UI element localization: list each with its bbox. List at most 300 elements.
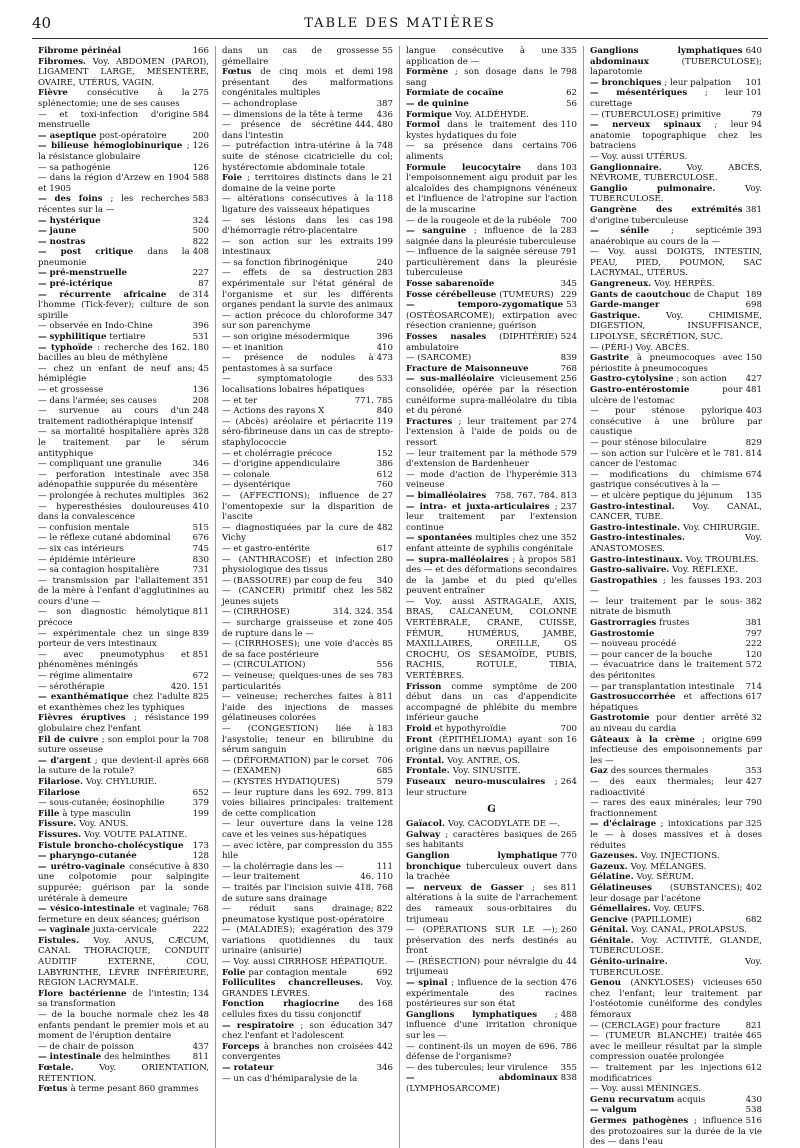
index-entry bbox=[38, 576, 209, 608]
index-entry bbox=[38, 290, 209, 322]
index-entry bbox=[38, 237, 209, 248]
index-entry bbox=[406, 491, 577, 502]
index-entry bbox=[38, 57, 209, 89]
index-entry bbox=[222, 110, 393, 121]
entry-page: 685 bbox=[376, 766, 393, 777]
index-entry bbox=[38, 671, 209, 682]
index-entry bbox=[406, 216, 577, 227]
entry-heading: Foie bbox=[222, 173, 248, 184]
entry-page: 427 bbox=[745, 374, 762, 385]
entry-text: — nouveau procédé bbox=[590, 639, 677, 650]
index-entry bbox=[38, 385, 209, 396]
entry-page: 768 bbox=[192, 904, 209, 915]
entry-heading: Gastrorragies bbox=[590, 618, 660, 629]
entry-page: 193. 203 bbox=[723, 575, 762, 586]
entry-text: Voy. CANAL, CANCER, TUBE. bbox=[590, 501, 762, 523]
index-entry bbox=[406, 247, 577, 279]
entry-heading: Filariose. bbox=[38, 776, 87, 787]
entry-text: Voy. VOUTE PALATINE. bbox=[84, 829, 188, 840]
entry-page: 500 bbox=[192, 226, 209, 237]
index-entry bbox=[38, 523, 209, 534]
entry-text: — perforation intestinale avec adénopathie suppurée du mésentère bbox=[38, 469, 198, 491]
entry-heading: — post critique bbox=[38, 247, 148, 258]
index-entry bbox=[590, 205, 762, 226]
entry-text: — (CIRCULATION) bbox=[222, 660, 306, 671]
index-entry bbox=[590, 692, 762, 713]
index-entry bbox=[222, 904, 393, 925]
entry-page: 347 bbox=[376, 310, 393, 321]
index-entry bbox=[222, 237, 393, 258]
entry-text: des sources thermales bbox=[610, 766, 709, 777]
entry-heading: Fœtale. bbox=[38, 1063, 100, 1073]
index-entry bbox=[222, 819, 393, 840]
index-entry bbox=[590, 46, 762, 78]
entry-text: — (TUBERCULOSE) primitive bbox=[590, 109, 721, 120]
entry-heading: Gastrostomie bbox=[590, 628, 655, 639]
entry-page: 111 bbox=[376, 861, 393, 872]
index-entry bbox=[590, 1105, 762, 1116]
entry-text: — achondroplase bbox=[222, 98, 298, 109]
entry-text: — (AFFECTIONS); influence de l'omentopexie sur la disparition de l'ascite bbox=[222, 490, 393, 523]
entry-heading: Fosse sabarenoïde bbox=[406, 279, 495, 290]
index-entry bbox=[406, 724, 577, 735]
entry-text: — et gastro-entérite bbox=[222, 543, 310, 554]
entry-page: 402 bbox=[745, 882, 762, 893]
entry-heading: Gaïacol. bbox=[406, 819, 448, 830]
index-entry bbox=[406, 925, 577, 957]
entry-heading: Gastrosuccorrhée bbox=[590, 692, 684, 703]
index-entry bbox=[222, 607, 393, 618]
entry-text: de l'homme (Tick-fever); culture de son spirille bbox=[38, 289, 209, 321]
index-entry bbox=[590, 290, 762, 301]
entry-page: 166 bbox=[192, 46, 209, 56]
index-entry bbox=[38, 989, 209, 1010]
entry-heading: Génital. bbox=[590, 925, 632, 936]
entry-page: 830 bbox=[192, 861, 209, 872]
entry-page: 790 bbox=[745, 798, 762, 809]
entry-heading: Formique bbox=[406, 109, 455, 120]
entry-text: comme symptôme de début dans un cas d'appendicite accompagné de phlébite du membre inférieur gauche bbox=[406, 681, 577, 724]
entry-text: — chez un enfant de neuf ans; hémiplégie bbox=[38, 363, 196, 385]
entry-page: 821 bbox=[745, 1020, 762, 1031]
entry-text: — sa contagion hospitalière bbox=[38, 565, 160, 576]
index-entry bbox=[590, 78, 762, 89]
entry-heading: Fracture de Maisonneuve bbox=[406, 363, 529, 374]
entry-heading: — spontanées bbox=[406, 533, 476, 544]
entry-page: 27 bbox=[382, 490, 393, 501]
entry-text: post-opératoire bbox=[99, 130, 167, 141]
entry-page: 346 bbox=[192, 459, 209, 470]
entry-text: Voy. ANASTOMOSES. bbox=[590, 533, 762, 554]
entry-page: 136 bbox=[192, 385, 209, 395]
index-entry bbox=[222, 417, 393, 449]
entry-text: consécutive à une colpotomie pour salpingite suppurée; guérison par la sonde urétérale à demeure bbox=[38, 861, 209, 904]
entry-heading: — pharyngo-cutanée bbox=[38, 851, 137, 862]
entry-text: — pour cancer de la bouche bbox=[590, 649, 713, 660]
index-column-4 bbox=[584, 46, 768, 1148]
entry-heading: — syphilitique bbox=[38, 332, 110, 343]
entry-page: 393 bbox=[745, 226, 762, 237]
entry-text: pour dentier arrêté au niveau du cardia bbox=[590, 713, 749, 734]
entry-page: 103 bbox=[560, 162, 577, 173]
entry-text: — évacuatrice dans le traitement des péritonites bbox=[590, 660, 743, 682]
header-rule bbox=[32, 38, 768, 39]
index-entry bbox=[590, 957, 762, 978]
entry-text: Voy. CANAL, PROLAPSUS. bbox=[631, 925, 747, 936]
entry-text: Voy. ALDÉHYDE. bbox=[454, 109, 529, 120]
entry-heading: — mésentériques bbox=[590, 88, 705, 99]
entry-text: — leur traitement bbox=[222, 872, 300, 883]
entry-heading: Formène bbox=[406, 67, 455, 78]
entry-page: 758. 767. 784. 813 bbox=[494, 490, 577, 501]
entry-text: — (PÉRI-) Voy. ABCÈS. bbox=[590, 342, 690, 353]
entry-page: 617 bbox=[745, 692, 762, 703]
entry-page: 353 bbox=[745, 766, 762, 777]
entry-page: 345 bbox=[560, 279, 577, 290]
entry-heading: Fissure. bbox=[38, 819, 80, 830]
entry-heading: — sus-malléolaire bbox=[406, 374, 501, 385]
entry-text: — dysentérique bbox=[222, 480, 291, 491]
index-entry bbox=[222, 67, 393, 99]
entry-text: à branches non croisées convergentes bbox=[222, 1041, 374, 1063]
index-column-1 bbox=[32, 46, 216, 1148]
entry-page: 811 bbox=[560, 882, 577, 893]
index-entry bbox=[590, 883, 762, 904]
entry-page: 839 bbox=[192, 628, 209, 639]
entry-text: — sa mortalité hospitalière après le traitement par le sérum antityphique bbox=[38, 427, 209, 459]
entry-text: Voy. SINUSITE. bbox=[452, 766, 521, 777]
entry-text: ; origine infectieuse des empoisonnements par les — bbox=[590, 734, 762, 766]
index-entry bbox=[406, 110, 577, 121]
entry-page: 150 bbox=[745, 353, 762, 364]
index-entry bbox=[38, 788, 209, 799]
index-entry bbox=[38, 396, 209, 407]
index-entry bbox=[406, 332, 577, 353]
index-entry bbox=[590, 618, 762, 629]
index-entry bbox=[222, 1042, 393, 1063]
entry-heading: Fil de cuivre bbox=[38, 734, 102, 745]
index-entry bbox=[38, 268, 209, 279]
entry-heading: — pré-ictérique bbox=[38, 279, 113, 290]
entry-text: — réduit sans drainage; pneumatose kystique post-opératoire bbox=[222, 904, 385, 925]
entry-text: langue consécutive à une application de — bbox=[406, 46, 558, 67]
index-entry bbox=[222, 618, 393, 639]
entry-text: tuberculeux ouvert dans la trachée bbox=[406, 861, 577, 883]
index-entry bbox=[590, 555, 762, 566]
index-entry bbox=[38, 544, 209, 555]
entry-page: 516 bbox=[745, 1115, 762, 1126]
entry-text: — pour sténose pylorique consécutive à une brûlure par caustique bbox=[590, 406, 762, 438]
index-entry bbox=[38, 629, 209, 650]
index-entry bbox=[590, 1063, 762, 1084]
index-entry bbox=[38, 925, 209, 936]
entry-text: — surcharge graisseuse et zone de rupture dans le — bbox=[222, 618, 374, 639]
index-column-2 bbox=[216, 46, 400, 1148]
index-entry bbox=[406, 533, 577, 554]
entry-heading: Gastrite bbox=[590, 353, 637, 364]
entry-page: 162. 180 bbox=[170, 342, 209, 353]
index-entry bbox=[222, 978, 393, 999]
entry-page: 410 bbox=[376, 342, 393, 353]
entry-heading: — hystérique bbox=[38, 215, 101, 226]
entry-text: — sous-cutanée; éosinophilie bbox=[38, 798, 165, 809]
entry-page: 436 bbox=[376, 109, 393, 120]
entry-page: 840 bbox=[376, 406, 393, 417]
entry-heading: — récurrente africaine bbox=[38, 289, 179, 300]
entry-text: — diagnostiquées par la cure de Vichy bbox=[222, 522, 374, 544]
entry-text: — veineuse; quelques-unes de ses particularités bbox=[222, 671, 374, 692]
entry-heading: Fœtus bbox=[222, 67, 261, 78]
entry-heading: Forceps bbox=[222, 1041, 264, 1052]
entry-heading: Fosse cérébelleuse bbox=[406, 289, 500, 300]
entry-text: Voy. CHIRURGIE. bbox=[683, 522, 760, 533]
entry-text: (OSTÉOSARCOME); extirpation avec résection cranienne; guérison bbox=[406, 310, 577, 332]
entry-text: — des eaux thermales; leur radioactivité bbox=[590, 776, 743, 798]
entry-heading: Fuseaux neuro-musculaires bbox=[406, 776, 555, 787]
entry-page: 708 bbox=[192, 734, 209, 745]
entry-page: 811 bbox=[192, 607, 209, 618]
entry-page: 652 bbox=[192, 787, 209, 798]
entry-page: 358 bbox=[192, 469, 209, 480]
index-entry bbox=[222, 343, 393, 354]
entry-page: 381 bbox=[745, 618, 762, 629]
entry-text: et vaginale; fermeture en deux séances; guérison bbox=[38, 904, 200, 925]
index-entry bbox=[406, 141, 577, 162]
entry-page: 839 bbox=[560, 353, 577, 364]
index-entry bbox=[222, 523, 393, 544]
entry-heading: Gastrique. bbox=[590, 310, 667, 321]
entry-heading: — temporo-zygomatique bbox=[406, 300, 564, 311]
entry-page: 352 bbox=[560, 533, 577, 544]
entry-text: — et toxi-infection d'origine menstruelle bbox=[38, 109, 190, 131]
entry-text: Voy. ANUS. bbox=[79, 819, 129, 830]
entry-page: 588 bbox=[192, 173, 209, 184]
entry-text: — et inanition bbox=[222, 342, 284, 353]
entry-page: 692. 799. 813 bbox=[332, 787, 393, 798]
index-entry bbox=[406, 374, 577, 416]
entry-text: ; influence de la section expérimentale des racines postérieures sur son état bbox=[406, 978, 577, 1010]
index-entry bbox=[222, 268, 393, 310]
entry-heading: — typhoïde bbox=[38, 342, 98, 353]
entry-page: 582 bbox=[376, 586, 393, 597]
entry-page: 119 bbox=[376, 416, 393, 427]
index-entry bbox=[590, 374, 762, 385]
entry-text: — (CIRRHOSE) bbox=[222, 607, 290, 618]
entry-heading: Gaz bbox=[590, 766, 611, 777]
index-entry bbox=[590, 502, 762, 523]
entry-text: (ÉPITHÉLIOMA) ayant son origine dans un nævus papillaire bbox=[406, 734, 564, 756]
entry-text: — Voy. aussi DOIGTS, INTESTIN, PEAU, PIED, POUMON, SAC LACRYMAL, UTÉRUS. bbox=[590, 247, 762, 279]
entry-page: 128 bbox=[192, 851, 209, 862]
entry-heading: — bimalléolaires bbox=[406, 490, 487, 501]
entry-page: 340 bbox=[376, 575, 393, 586]
entry-text: ; septicémie anaérobique au cours de la — bbox=[590, 226, 743, 247]
entry-heading: — nerveux spinaux bbox=[590, 120, 715, 131]
entry-page: 237 bbox=[560, 501, 577, 512]
index-entry bbox=[38, 607, 209, 628]
index-entry bbox=[406, 682, 577, 724]
entry-page: 465 bbox=[745, 1031, 762, 1042]
entry-page: 381 bbox=[745, 204, 762, 215]
entry-text: — survenue au cours d'un traitement radiothérapique intensif bbox=[38, 406, 193, 427]
entry-page: 579 bbox=[560, 448, 577, 459]
entry-heading: Formule leucocytaire bbox=[406, 162, 538, 173]
entry-text: — des tubercules; leur virulence bbox=[406, 1062, 548, 1073]
index-entry bbox=[38, 427, 209, 459]
index-entry bbox=[590, 851, 762, 862]
entry-page: 760 bbox=[376, 480, 393, 491]
entry-heading: Fractures bbox=[406, 416, 459, 427]
entry-text: ; la résistance globulaire bbox=[38, 141, 190, 162]
entry-page: 55 bbox=[382, 46, 393, 56]
entry-page: 700 bbox=[560, 215, 577, 226]
index-entry bbox=[590, 110, 762, 121]
index-entry bbox=[590, 353, 762, 374]
index-entry bbox=[590, 300, 762, 311]
index-entry bbox=[590, 639, 762, 650]
index-entry bbox=[38, 470, 209, 491]
entry-page: 473 bbox=[376, 353, 393, 364]
entry-page: 264 bbox=[560, 776, 577, 787]
index-entry bbox=[38, 131, 209, 142]
index-entry bbox=[38, 406, 209, 427]
entry-heading: — supra-malléolaires bbox=[406, 554, 513, 565]
entry-text: — avec pneumotyphus et phénomènes méningés bbox=[38, 649, 190, 671]
index-entry bbox=[222, 120, 393, 141]
index-entry bbox=[406, 830, 577, 851]
entry-text: — dans l'armée; ses causes bbox=[38, 395, 157, 406]
entry-heading: — pré-menstruelle bbox=[38, 268, 128, 279]
index-entry bbox=[406, 1010, 577, 1042]
entry-text: — son action sur l'ulcère et le cancer de l'estomac bbox=[590, 448, 721, 470]
entry-text: — de la bouche normale chez les enfants pendant le premier mois et au moment de l'éruption dentaire bbox=[38, 1010, 209, 1042]
index-entry bbox=[590, 311, 762, 343]
entry-text: dans l'empoisonnement aigu produit par les alcaloïdes des champignons vénéneux et l'influence de l'atropine sur l'action de la muscarine bbox=[406, 162, 577, 215]
entry-page: 222 bbox=[745, 639, 762, 650]
index-entry bbox=[222, 480, 393, 491]
entry-text: — compliquant une granulie bbox=[38, 459, 162, 470]
entry-text: ; influence des protozoaires sur la durée de la vie des — dans l'eau bbox=[590, 1115, 762, 1148]
index-entry bbox=[590, 597, 762, 618]
entry-heading: — vésico-intestinale bbox=[38, 904, 139, 915]
index-entry bbox=[38, 226, 209, 237]
entry-text: ; son emploi pour la suture osseuse bbox=[38, 734, 190, 756]
entry-page: 822 bbox=[376, 904, 393, 915]
index-entry bbox=[222, 258, 393, 269]
entry-page: 126 bbox=[192, 141, 209, 152]
index-entry bbox=[406, 1073, 577, 1094]
entry-page: 274 bbox=[560, 416, 577, 427]
entry-text: Voy. ŒUFS. bbox=[653, 904, 705, 915]
entry-text: ; leur palpation bbox=[664, 77, 732, 88]
index-entry bbox=[38, 194, 209, 215]
entry-page: 408 bbox=[192, 247, 209, 258]
entry-text: Voy. MÉLANGES. bbox=[630, 861, 707, 872]
entry-text: — leur ouverture dans la veine cave et les veines sus-hépatiques bbox=[222, 819, 374, 840]
entry-text: (DIPHTÉRIE) ambulatoire bbox=[406, 332, 558, 353]
entry-page: 227 bbox=[192, 268, 209, 279]
entry-text: (LYMPHOSARCOME) bbox=[406, 1084, 500, 1094]
index-entry bbox=[222, 777, 393, 788]
entry-heading: Gastro-intestinaux. bbox=[590, 554, 686, 565]
index-entry bbox=[222, 671, 393, 692]
entry-heading: — abdominaux bbox=[406, 1073, 558, 1084]
entry-heading: Formol bbox=[406, 120, 448, 131]
entry-page: 714 bbox=[745, 681, 762, 692]
entry-text: ; son dosage dans le sang bbox=[406, 67, 558, 88]
running-title: TABLE DES MATIÈRES bbox=[304, 16, 496, 31]
entry-text: ; caractères basiques de ses habitants bbox=[406, 829, 558, 851]
entry-heading: Fièvre bbox=[38, 88, 88, 99]
index-entry bbox=[222, 841, 393, 862]
entry-heading: Gastro-entérostomie bbox=[590, 385, 723, 395]
entry-heading: Genu recurvatum bbox=[590, 1094, 678, 1105]
entry-heading: Formiate de cocaïne bbox=[406, 88, 504, 99]
index-entry bbox=[38, 459, 209, 470]
index-entry bbox=[38, 173, 209, 194]
entry-text: — son origine mésodermique bbox=[222, 332, 350, 343]
entry-page: 199 bbox=[192, 713, 209, 724]
entry-heading: — aseptique bbox=[38, 130, 100, 141]
entry-heading: — intra- et juxta-articulaires bbox=[406, 501, 555, 512]
entry-heading: Fièvres éruptives bbox=[38, 713, 134, 724]
entry-text: (SUBSTANCES); leur dosage par l'acétone bbox=[590, 882, 743, 904]
index-entry bbox=[38, 247, 209, 268]
entry-text: — influence de la saignée séreuse particulièrement dans la pleurésie tuberculeuse bbox=[406, 247, 577, 279]
index-entry bbox=[222, 99, 393, 110]
entry-heading: — d'argent bbox=[38, 755, 95, 766]
entry-heading: Germes pathogènes bbox=[590, 1115, 695, 1126]
entry-heading: — des foins bbox=[38, 194, 111, 205]
entry-page: 324 bbox=[192, 215, 209, 226]
index-entry bbox=[38, 1042, 209, 1053]
index-entry bbox=[222, 756, 393, 767]
entry-page: 314. 324. 354 bbox=[332, 607, 393, 618]
entry-heading: Fœtus bbox=[38, 1084, 71, 1095]
index-entry bbox=[38, 1010, 209, 1042]
entry-heading: Fissures. bbox=[38, 829, 85, 840]
entry-heading: Ganglions lymphatiques bbox=[406, 1009, 555, 1020]
entry-page: 396 bbox=[192, 321, 209, 332]
entry-text: — putréfaction intra-utérine à la suite de sténose cicatricielle du col; hystérectomie abdominale totale bbox=[222, 141, 393, 173]
entry-heading: — vaginale bbox=[38, 925, 93, 936]
entry-page: 706 bbox=[560, 141, 577, 152]
entry-page: 851 bbox=[192, 649, 209, 660]
entry-text: — (RÉSECTION) pour névralgie du trijumeau bbox=[406, 956, 564, 978]
entry-page: 437 bbox=[192, 1041, 209, 1052]
entry-text: — continent-ils un moyen de défense de l'organisme? bbox=[406, 1041, 536, 1063]
entry-page: 617 bbox=[376, 543, 393, 554]
entry-text: ; son éducation chez l'enfant et l'adolescent bbox=[222, 1020, 374, 1042]
index-entry bbox=[222, 586, 393, 607]
index-entry bbox=[38, 141, 209, 162]
entry-heading: Fosses nasales bbox=[406, 332, 500, 343]
entry-page: 94 bbox=[751, 120, 762, 131]
entry-page: 781. 814 bbox=[723, 448, 762, 459]
index-entry bbox=[406, 99, 577, 110]
entry-text: (ANKYLOSES) vicieuses chez l'enfant; leur traitement par l'ostéotomie cunéiforme des condyles fémoraux bbox=[590, 978, 762, 1021]
index-entry bbox=[406, 883, 577, 925]
entry-page: 101 bbox=[745, 77, 762, 88]
index-entry bbox=[590, 862, 762, 873]
index-entry bbox=[406, 777, 577, 798]
entry-heading: — valgum bbox=[590, 1105, 637, 1116]
entry-heading: Gencive bbox=[590, 914, 632, 925]
entry-text: ; leur traitement par l'extension continue bbox=[406, 501, 577, 533]
index-entry bbox=[590, 819, 762, 851]
entry-text: Voy. GRANDES LÈVRES. bbox=[222, 978, 393, 999]
entry-text: — son diagnostic hémolytique précoce bbox=[38, 607, 190, 629]
